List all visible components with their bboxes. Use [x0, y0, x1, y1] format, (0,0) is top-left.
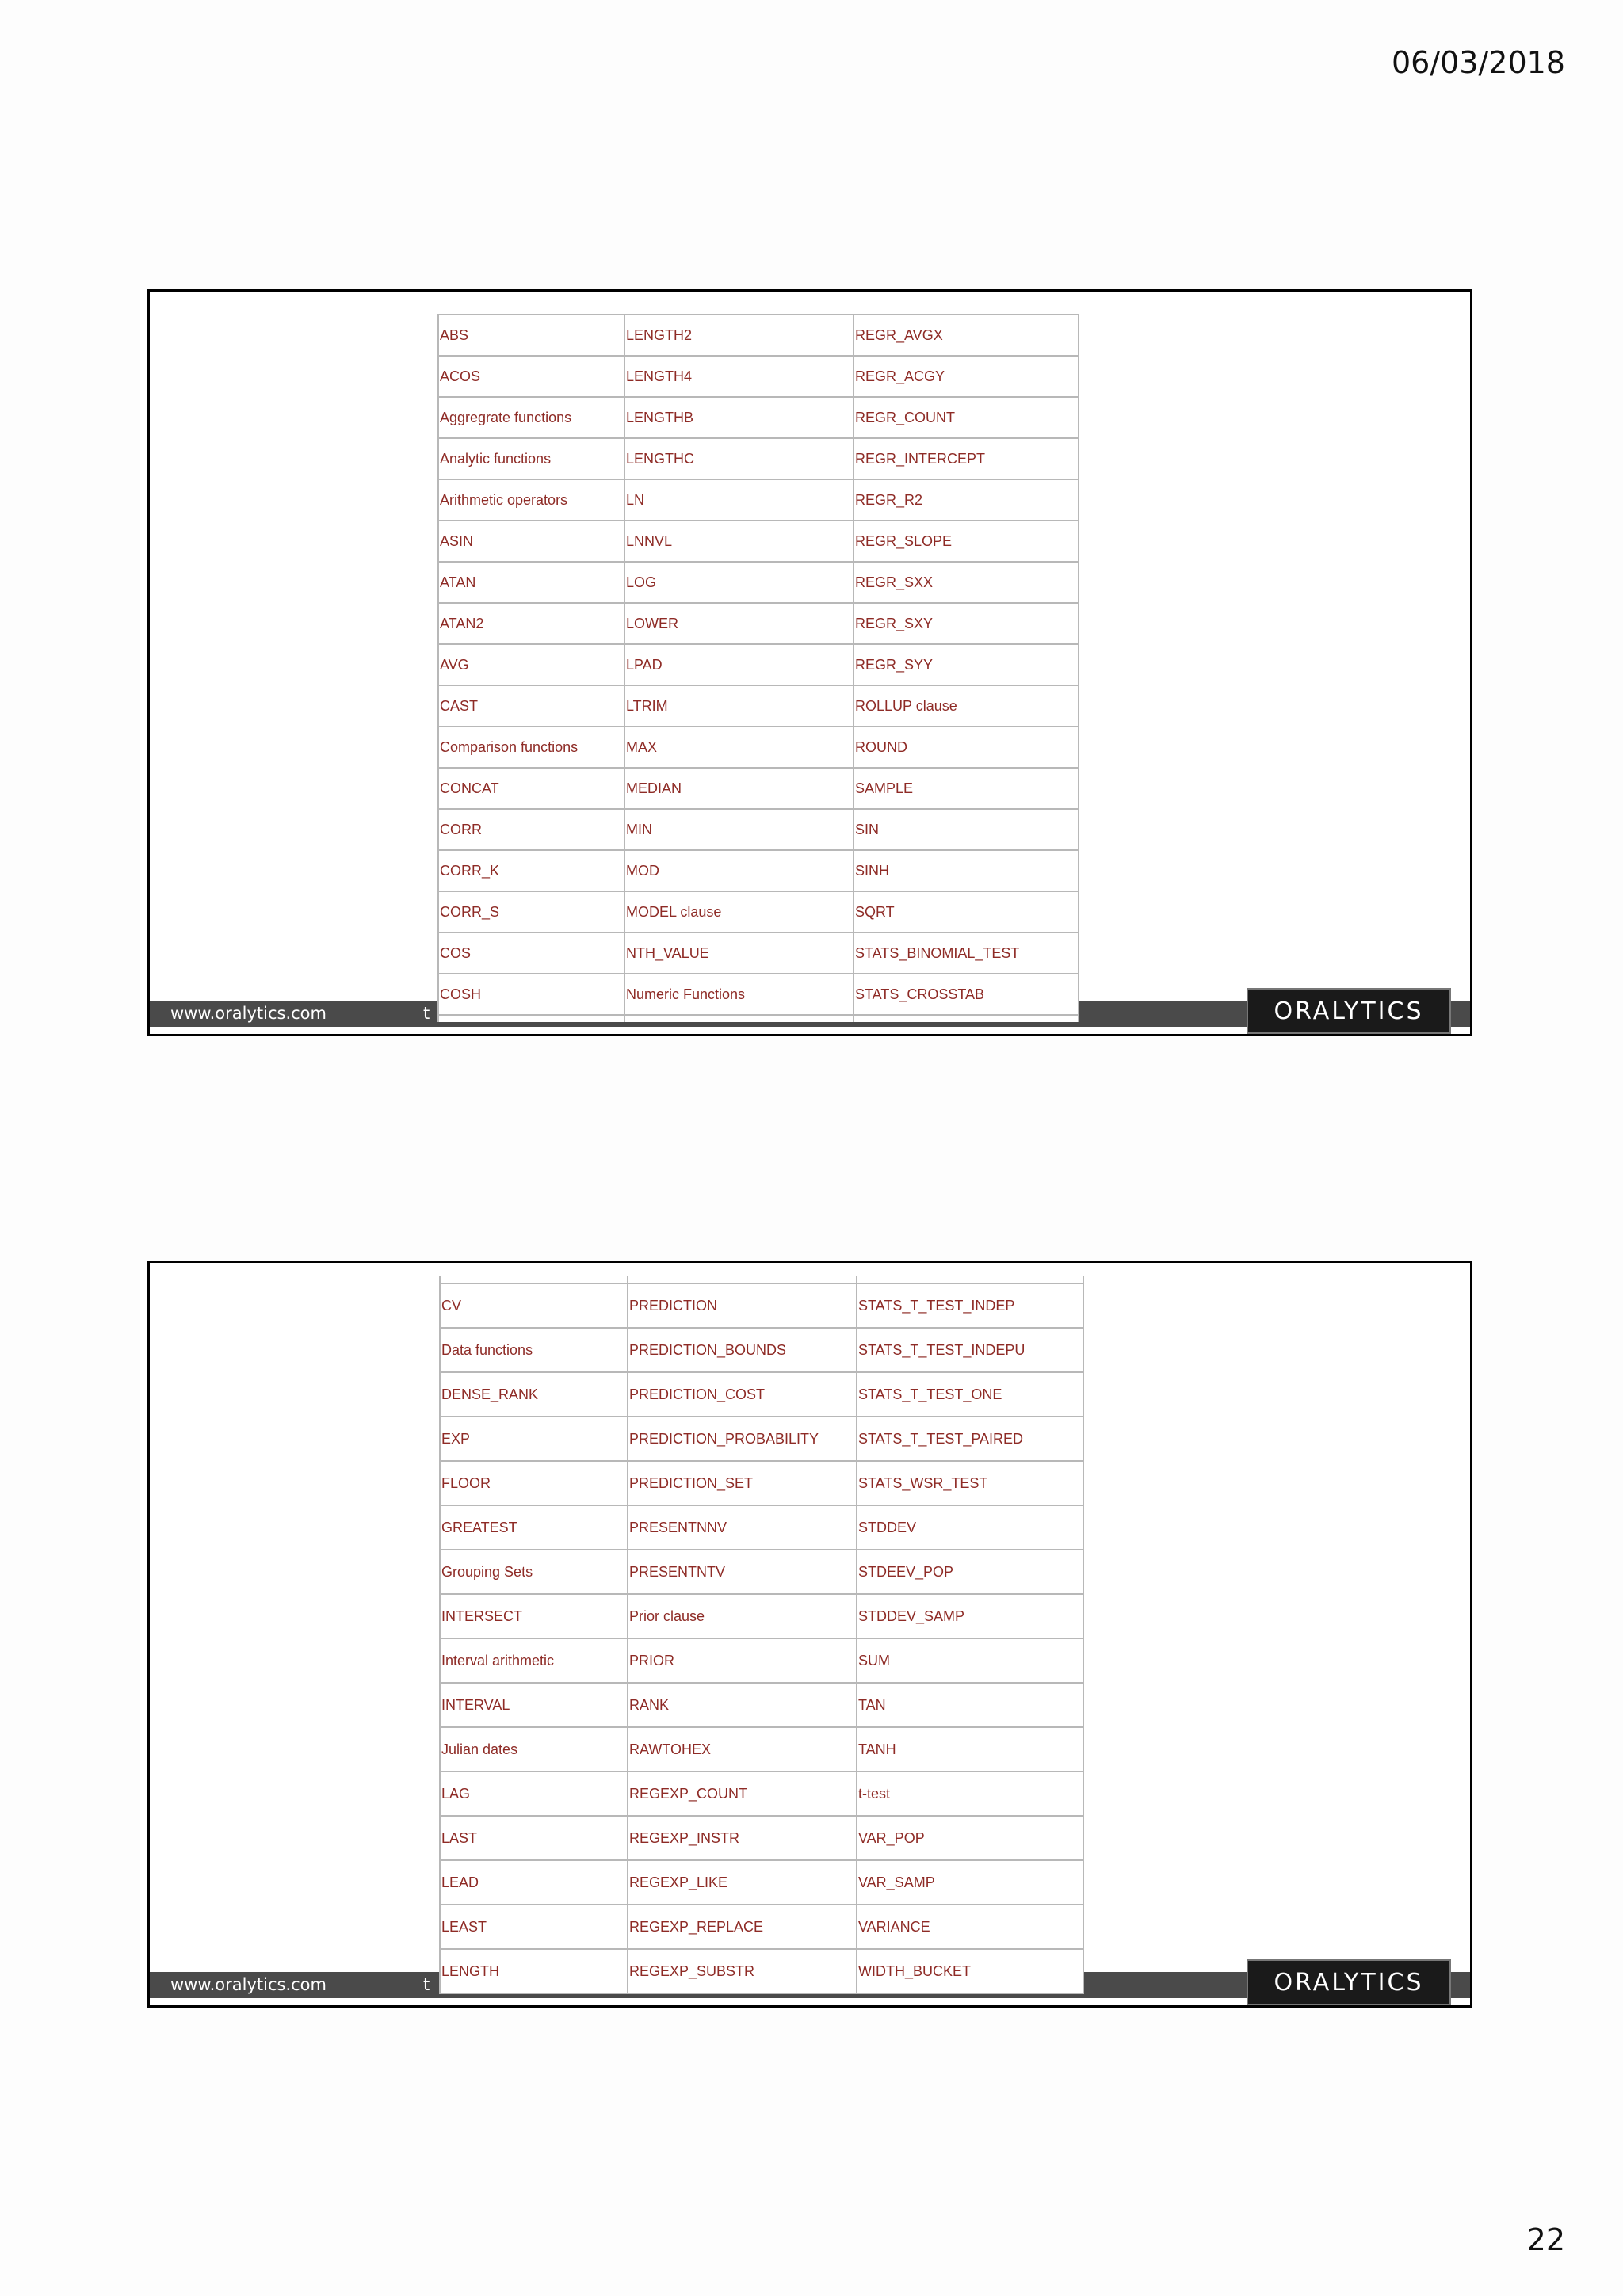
- table-cell: CONCAT: [438, 768, 624, 809]
- table-cell: AVG: [438, 644, 624, 685]
- table-row: [438, 974, 1079, 1015]
- table-cell: CV: [440, 1283, 628, 1328]
- table-cell: INTERSECT: [440, 1594, 628, 1638]
- table-cell: ATAN: [438, 562, 624, 603]
- slide-1: [147, 289, 1472, 1036]
- table-cell: STDDEV: [857, 1505, 1083, 1550]
- table-row: [440, 1594, 1083, 1638]
- table-cell: RAWTOHEX: [628, 1727, 857, 1772]
- table-cell-empty: [624, 1015, 854, 1022]
- table-cell: NTH_VALUE: [624, 933, 854, 974]
- table-cell: REGEXP_INSTR: [628, 1816, 857, 1860]
- table-cell: INTERVAL: [440, 1683, 628, 1727]
- table-row: [440, 1816, 1083, 1860]
- table-cell: VAR_SAMP: [857, 1860, 1083, 1905]
- table-row: [440, 1638, 1083, 1683]
- table-cell: LENGTH4: [624, 356, 854, 397]
- table-cell: PRESENTNTV: [628, 1550, 857, 1594]
- table-cell: MODEL clause: [624, 891, 854, 933]
- table-cell: Numeric Functions: [624, 974, 854, 1015]
- table-cell: LENGTH2: [624, 315, 854, 356]
- table-cell: TAN: [857, 1683, 1083, 1727]
- table-cell: STATS_BINOMIAL_TEST: [854, 933, 1079, 974]
- table-cell-empty: [628, 1276, 857, 1283]
- table-row: [440, 1772, 1083, 1816]
- footer-url: www.oralytics.com: [170, 1004, 327, 1023]
- table-cell: CORR_S: [438, 891, 624, 933]
- table-row: [438, 603, 1079, 644]
- table-cell: MAX: [624, 727, 854, 768]
- table-cell: EXP: [440, 1417, 628, 1461]
- table-row: [440, 1461, 1083, 1505]
- table-cell: FLOOR: [440, 1461, 628, 1505]
- table-cell: PREDICTION_PROBABILITY: [628, 1417, 857, 1461]
- table-cell: REGR_SXY: [854, 603, 1079, 644]
- table-cell: SIN: [854, 809, 1079, 850]
- table-cell: REGR_AVGX: [854, 315, 1079, 356]
- table-cell: MIN: [624, 809, 854, 850]
- table-row: [440, 1550, 1083, 1594]
- table-cell: GREATEST: [440, 1505, 628, 1550]
- table-cell: STATS_T_TEST_PAIRED: [857, 1417, 1083, 1461]
- footer-url: www.oralytics.com: [170, 1975, 327, 1994]
- table-cell: LNNVL: [624, 521, 854, 562]
- table-row: [440, 1283, 1083, 1328]
- table-cell: PREDICTION: [628, 1283, 857, 1328]
- table-cell: LPAD: [624, 644, 854, 685]
- table-row: [438, 891, 1079, 933]
- table-cell: VAR_POP: [857, 1816, 1083, 1860]
- page-date: 06/03/2018: [1391, 45, 1565, 80]
- function-table-body-2: [440, 1276, 1083, 1993]
- table-row: [440, 1949, 1083, 1993]
- table-cell: PRIOR: [628, 1638, 857, 1683]
- table-cell-empty: [440, 1276, 628, 1283]
- table-row: [438, 562, 1079, 603]
- table-row: [440, 1905, 1083, 1949]
- table-cell: ACOS: [438, 356, 624, 397]
- table-cell: Julian dates: [440, 1727, 628, 1772]
- table-cell: LN: [624, 479, 854, 521]
- table-row: [438, 438, 1079, 479]
- table-cell: PREDICTION_COST: [628, 1372, 857, 1417]
- function-table-2: [439, 1276, 1084, 1994]
- table-cell: REGR_SYY: [854, 644, 1079, 685]
- table-cell: MOD: [624, 850, 854, 891]
- table-cell: ROLLUP clause: [854, 685, 1079, 727]
- table-cell: REGR_R2: [854, 479, 1079, 521]
- table-row: [440, 1860, 1083, 1905]
- table-cell: CORR: [438, 809, 624, 850]
- table-cell: Arithmetic operators: [438, 479, 624, 521]
- footer-partial-text: t: [423, 1975, 430, 1994]
- table-row: [438, 933, 1079, 974]
- table-cell: Interval arithmetic: [440, 1638, 628, 1683]
- function-table-body-1: [438, 315, 1079, 1022]
- table-row: [438, 809, 1079, 850]
- table-row: [438, 727, 1079, 768]
- table-row: [440, 1328, 1083, 1372]
- table-cell: PREDICTION_BOUNDS: [628, 1328, 857, 1372]
- table-cell: PREDICTION_SET: [628, 1461, 857, 1505]
- table-cell: Aggregrate functions: [438, 397, 624, 438]
- table-cell: SAMPLE: [854, 768, 1079, 809]
- table-cell: LTRIM: [624, 685, 854, 727]
- table-row: [438, 521, 1079, 562]
- table-cell-empty: [438, 1015, 624, 1022]
- function-table-1: [437, 314, 1079, 1022]
- slide-2: [147, 1261, 1472, 2008]
- oralytics-logo: [1247, 988, 1451, 1034]
- table-cell: LOG: [624, 562, 854, 603]
- table-cell: SUM: [857, 1638, 1083, 1683]
- table-cell: LENGTH: [440, 1949, 628, 1993]
- table-row: [440, 1683, 1083, 1727]
- table-cell: LENGTHB: [624, 397, 854, 438]
- table-cell: Grouping Sets: [440, 1550, 628, 1594]
- oralytics-logo: [1247, 1959, 1451, 2005]
- logo-text: ORALYTICS: [1274, 997, 1424, 1025]
- table-cell: LEAD: [440, 1860, 628, 1905]
- table-cell: STATS_T_TEST_ONE: [857, 1372, 1083, 1417]
- table-cell: ATAN2: [438, 603, 624, 644]
- table-cell: t-test: [857, 1772, 1083, 1816]
- table-row: [440, 1505, 1083, 1550]
- table-cell: CAST: [438, 685, 624, 727]
- table-row: [438, 356, 1079, 397]
- table-cell: ROUND: [854, 727, 1079, 768]
- table-row-partial: [438, 1015, 1079, 1022]
- table-cell: Data functions: [440, 1328, 628, 1372]
- table-cell: Prior clause: [628, 1594, 857, 1638]
- table-row-partial: [440, 1276, 1083, 1283]
- table-cell: TANH: [857, 1727, 1083, 1772]
- table-row: [438, 685, 1079, 727]
- table-cell: SQRT: [854, 891, 1079, 933]
- table-row: [440, 1417, 1083, 1461]
- table-row: [438, 768, 1079, 809]
- logo-text: ORALYTICS: [1274, 1968, 1424, 1997]
- table-cell: LENGTHC: [624, 438, 854, 479]
- table-cell: REGEXP_REPLACE: [628, 1905, 857, 1949]
- table-cell: REGR_INTERCEPT: [854, 438, 1079, 479]
- table-cell-empty: [857, 1276, 1083, 1283]
- table-cell: LAST: [440, 1816, 628, 1860]
- table-cell: STDEEV_POP: [857, 1550, 1083, 1594]
- table-cell: Analytic functions: [438, 438, 624, 479]
- table-cell: DENSE_RANK: [440, 1372, 628, 1417]
- table-cell: REGR_SLOPE: [854, 521, 1079, 562]
- table-cell: STDDEV_SAMP: [857, 1594, 1083, 1638]
- table-cell: STATS_T_TEST_INDEPU: [857, 1328, 1083, 1372]
- table-cell: STATS_WSR_TEST: [857, 1461, 1083, 1505]
- page-number: 22: [1526, 2222, 1565, 2257]
- table-cell: COS: [438, 933, 624, 974]
- table-row: [438, 315, 1079, 356]
- table-cell: LAG: [440, 1772, 628, 1816]
- table-cell: Comparison functions: [438, 727, 624, 768]
- table-row: [440, 1372, 1083, 1417]
- table-cell: STATS_T_TEST_INDEP: [857, 1283, 1083, 1328]
- table-cell: RANK: [628, 1683, 857, 1727]
- table-cell: LOWER: [624, 603, 854, 644]
- table-row: [440, 1727, 1083, 1772]
- table-cell: REGR_ACGY: [854, 356, 1079, 397]
- table-cell: REGR_COUNT: [854, 397, 1079, 438]
- table-row: [438, 397, 1079, 438]
- table-cell: LEAST: [440, 1905, 628, 1949]
- table-row: [438, 850, 1079, 891]
- table-cell: MEDIAN: [624, 768, 854, 809]
- table-cell: REGR_SXX: [854, 562, 1079, 603]
- table-cell: REGEXP_LIKE: [628, 1860, 857, 1905]
- table-row: [438, 644, 1079, 685]
- table-cell: WIDTH_BUCKET: [857, 1949, 1083, 1993]
- table-row: [438, 479, 1079, 521]
- table-cell: COSH: [438, 974, 624, 1015]
- table-cell: REGEXP_SUBSTR: [628, 1949, 857, 1993]
- table-cell: SINH: [854, 850, 1079, 891]
- table-cell: ASIN: [438, 521, 624, 562]
- table-cell: ABS: [438, 315, 624, 356]
- footer-partial-text: t: [423, 1004, 430, 1023]
- table-cell: PRESENTNNV: [628, 1505, 857, 1550]
- table-cell: CORR_K: [438, 850, 624, 891]
- table-cell: VARIANCE: [857, 1905, 1083, 1949]
- table-cell-empty: [854, 1015, 1079, 1022]
- table-cell: REGEXP_COUNT: [628, 1772, 857, 1816]
- table-cell: STATS_CROSSTAB: [854, 974, 1079, 1015]
